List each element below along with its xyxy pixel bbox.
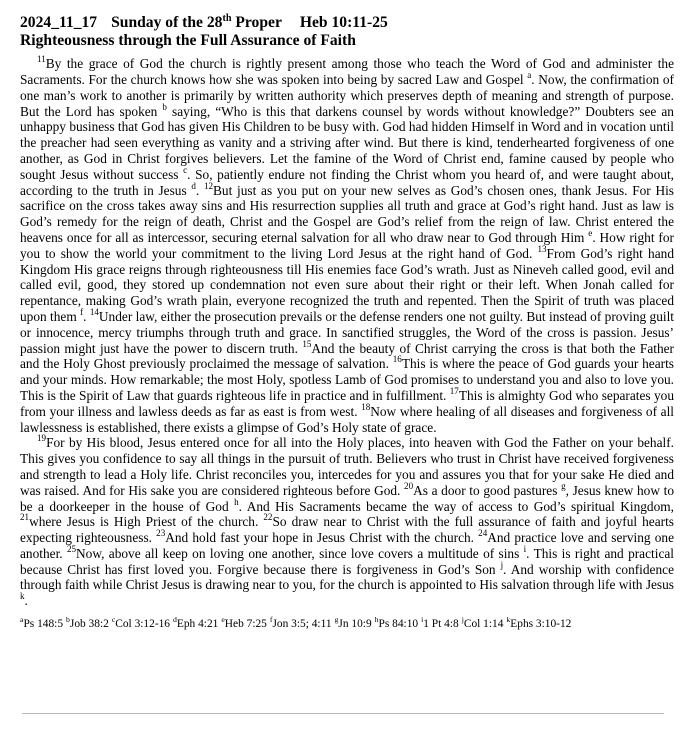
footnote-reference: Col 3:12-16 bbox=[115, 618, 171, 631]
footnote-marker: k bbox=[20, 591, 25, 602]
paragraph-text: And the beauty of Christ carrying the cross is that both the Father and the Holy Ghost previously proclaimed the message of salvation. bbox=[20, 340, 674, 372]
verse-number: 21 bbox=[20, 512, 30, 523]
footnotes bbox=[20, 614, 674, 631]
paragraph-text: Now, above all keep on loving one another, since love covers a multitude of sins bbox=[76, 545, 524, 561]
footnote-mark: a bbox=[20, 614, 24, 624]
footnote-marker: g bbox=[561, 480, 566, 491]
paragraph-text: For by His blood, Jesus entered once for all into the Holy places, into heaven with God the Father on your behalf. This gives you confidence to say all things in the pursuit of truth. Believers who trust in Christ have received forgiveness and strength to lead a Holy life. Christ reconciles you, intercedes for you and assures you that for your sake He died and was raised. And for His sake you are considered righteous before God. bbox=[20, 435, 674, 498]
footnote-reference: Col 1:14 bbox=[463, 618, 504, 631]
paragraph-text: . bbox=[195, 182, 204, 198]
paragraph-text: . And His Sacraments became the way of access to God’s spiritual Kingdom, bbox=[238, 498, 674, 514]
footnote-marker: e bbox=[588, 228, 593, 239]
footnote bbox=[20, 614, 64, 631]
paragraph-text: where Jesus is High Priest of the church. bbox=[29, 514, 264, 530]
subtitle: Righteousness through the Full Assurance of Faith bbox=[20, 32, 356, 50]
footnote-marker: j bbox=[500, 559, 504, 570]
footnote-reference: Eph 4:21 bbox=[176, 618, 219, 631]
footnote bbox=[421, 614, 459, 631]
footnote bbox=[221, 614, 267, 631]
paragraph-text: . This is right and practical because Christ has first loved you. Forgive because there is forgiveness in God’s Son bbox=[20, 545, 674, 577]
verse-number: 25 bbox=[66, 544, 77, 554]
paragraph-text: . How right for you to show the world your commitment to the living Lord Jesus at the right hand of God. bbox=[20, 229, 674, 261]
footnote-marker: i bbox=[523, 544, 527, 554]
paragraph bbox=[20, 56, 674, 435]
footnote bbox=[461, 614, 504, 631]
footnote bbox=[111, 614, 171, 631]
footnote bbox=[269, 614, 332, 631]
verse-number: 16 bbox=[392, 354, 402, 365]
paragraph-text: Under law, either the prosecution prevails or the defense renders one not guilty. But instead of proving guilt or innocence, mercy triumphs through truth and grace. In sanctified struggles, the Word of the cross is passion. Jesus’ passion might just have the power to discern truth. bbox=[20, 308, 674, 356]
paragraph-text: . bbox=[83, 308, 90, 324]
footnote bbox=[66, 614, 109, 631]
verse-number: 23 bbox=[156, 528, 166, 539]
verse-number: 17 bbox=[449, 386, 459, 397]
footnote-reference: Heb 7:25 bbox=[224, 618, 267, 631]
footnote-mark: c bbox=[111, 614, 116, 624]
footnote bbox=[173, 614, 219, 631]
footnote-marker: h bbox=[234, 496, 239, 507]
sermon-body bbox=[20, 56, 674, 609]
paragraph-text: , Jesus knew how to be a doorkeeper in the house of God bbox=[20, 482, 674, 514]
paragraph-text: This is where the peace of God guards your hearts and your minds. How remarkable; the most Holy, spotless Lamb of God promises to understand you and also to love you. This is the Spirit of Law that guards righteous life in practice and in fulfillment. bbox=[20, 356, 674, 403]
footnote-marker: f bbox=[80, 307, 84, 318]
verse-number: 12 bbox=[203, 180, 214, 191]
paragraph-text: . bbox=[24, 593, 28, 609]
footnote-mark: d bbox=[173, 614, 177, 624]
paragraph-text: From God’s right hand Kingdom His grace reigns through righteousness till His enemies face God’s wrath. Just as Nineveh called good, evil and called evil, good, they stored up condemnation not even sure about their right or their left. When Jonah called for repentance, making God’s wrath plain, everyone recognized the truth and repented. Then the Spirit of truth was placed upon them bbox=[20, 245, 674, 324]
paragraph-text: So draw near to Christ with the full assurance of faith and joyful hearts expecting righteousness. bbox=[20, 514, 674, 546]
date: 2024_11_17 bbox=[20, 14, 98, 32]
verse-number: 20 bbox=[404, 480, 414, 491]
footnote-marker: b bbox=[162, 101, 167, 112]
footnote-reference: Ps 84:10 bbox=[378, 618, 419, 631]
verse-number: 14 bbox=[89, 307, 99, 318]
footnote-mark: h bbox=[374, 614, 379, 624]
paragraph-text: By the grace of God the church is rightly present among those who teach the Word of God and administer the Sacraments. For the church knows how she was spoken into being by sacred Law and Gospel bbox=[20, 56, 674, 87]
footnote-mark: g bbox=[334, 614, 339, 624]
verse-number: 18 bbox=[361, 401, 371, 412]
footnote-mark: k bbox=[506, 614, 511, 624]
title-line bbox=[20, 10, 674, 32]
verse-number: 22 bbox=[263, 512, 273, 523]
footnote-reference: Jon 3:5; 4:11 bbox=[272, 618, 332, 631]
verse-number: 24 bbox=[478, 528, 488, 539]
footnote-reference: Ephs 3:10-12 bbox=[510, 618, 572, 631]
footnote bbox=[506, 614, 572, 631]
footnote-mark: i bbox=[421, 614, 424, 624]
footnote-mark: e bbox=[221, 614, 225, 624]
occasion: Sunday of the 28th Proper bbox=[111, 13, 282, 32]
footnote-reference: Job 38:2 bbox=[69, 618, 109, 631]
document-page bbox=[20, 10, 674, 631]
verse-number: 11 bbox=[37, 54, 46, 65]
paragraph bbox=[20, 435, 674, 609]
paragraph-text: . Now, the confirmation of one man’s work to another is primarily by written authority which preserves depth of meaning and strength of purpose. But the Lord has spoken bbox=[20, 71, 674, 119]
paragraph-text: As a door to good pastures bbox=[413, 482, 562, 498]
footnote bbox=[334, 614, 372, 631]
footnote-mark: b bbox=[66, 614, 70, 624]
footnote-mark: f bbox=[269, 614, 273, 624]
footnote-marker: d bbox=[191, 180, 196, 191]
footnote-reference: 1 Pt 4:8 bbox=[423, 618, 459, 631]
footnote-marker: c bbox=[183, 164, 188, 175]
footer-rule bbox=[22, 713, 664, 714]
paragraph-text: This is almighty God who separates you from your illness and lawless deeds as far as east is from west. bbox=[20, 387, 675, 419]
verse-number: 13 bbox=[537, 243, 547, 254]
paragraph-text: But just as you put on your new selves as God’s chosen ones, thank Jesus. For His sacrifice on the cross takes away sins and His resurrection supplies all truth and grace at God’s right hand. Just as law is God’s remedy for the reign of death, Christ and the Gospel are God’s relief from the reign of law. Christ entered the heavens once for all as intercessor, securing eternal salvation for all who draw near to God through Him bbox=[20, 182, 675, 245]
paragraph-text: Now where healing of all diseases and forgiveness of all lawlessness is established, there exists a glimpse of God’s Holy state of grace. bbox=[20, 403, 675, 435]
footnote bbox=[374, 614, 419, 631]
verse-number: 19 bbox=[37, 433, 47, 444]
reading-reference: Heb 10:11-25 bbox=[299, 14, 388, 32]
footnote-marker: a bbox=[527, 70, 532, 81]
footnote-mark: j bbox=[461, 614, 464, 624]
paragraph-text: . And worship with confidence through faith while Christ Jesus is drawing near to you, for the church is appointed to His salvation through life with Jesus bbox=[20, 561, 674, 593]
paragraph-text: saying, “Who is this that darkens counsel by words without knowledge?” Doubters see an unhappy business that God has given His Children to be busy with. God had hidden Himself in Word and in vocation until the preacher had seen everything as vanity and a striving after wind. But there is kind, tenderhearted forgiveness of one another, as God in Christ forgives believers. Let the famine of the Word of Christ end, famine caused by people who sought Jesus without success bbox=[20, 103, 674, 182]
footnote-reference: Ps 148:5 bbox=[23, 618, 64, 631]
footnote-reference: Jn 10:9 bbox=[338, 618, 372, 631]
paragraph-text: . So, patiently endure not finding the Christ whom you heard of, and were taught about, according to the truth in Jesus bbox=[20, 166, 674, 198]
verse-number: 15 bbox=[302, 338, 312, 349]
paragraph-text: And hold fast your hope in Jesus Christ with the church. bbox=[165, 530, 479, 546]
paragraph-text: And practice love and serving one another. bbox=[20, 530, 675, 561]
